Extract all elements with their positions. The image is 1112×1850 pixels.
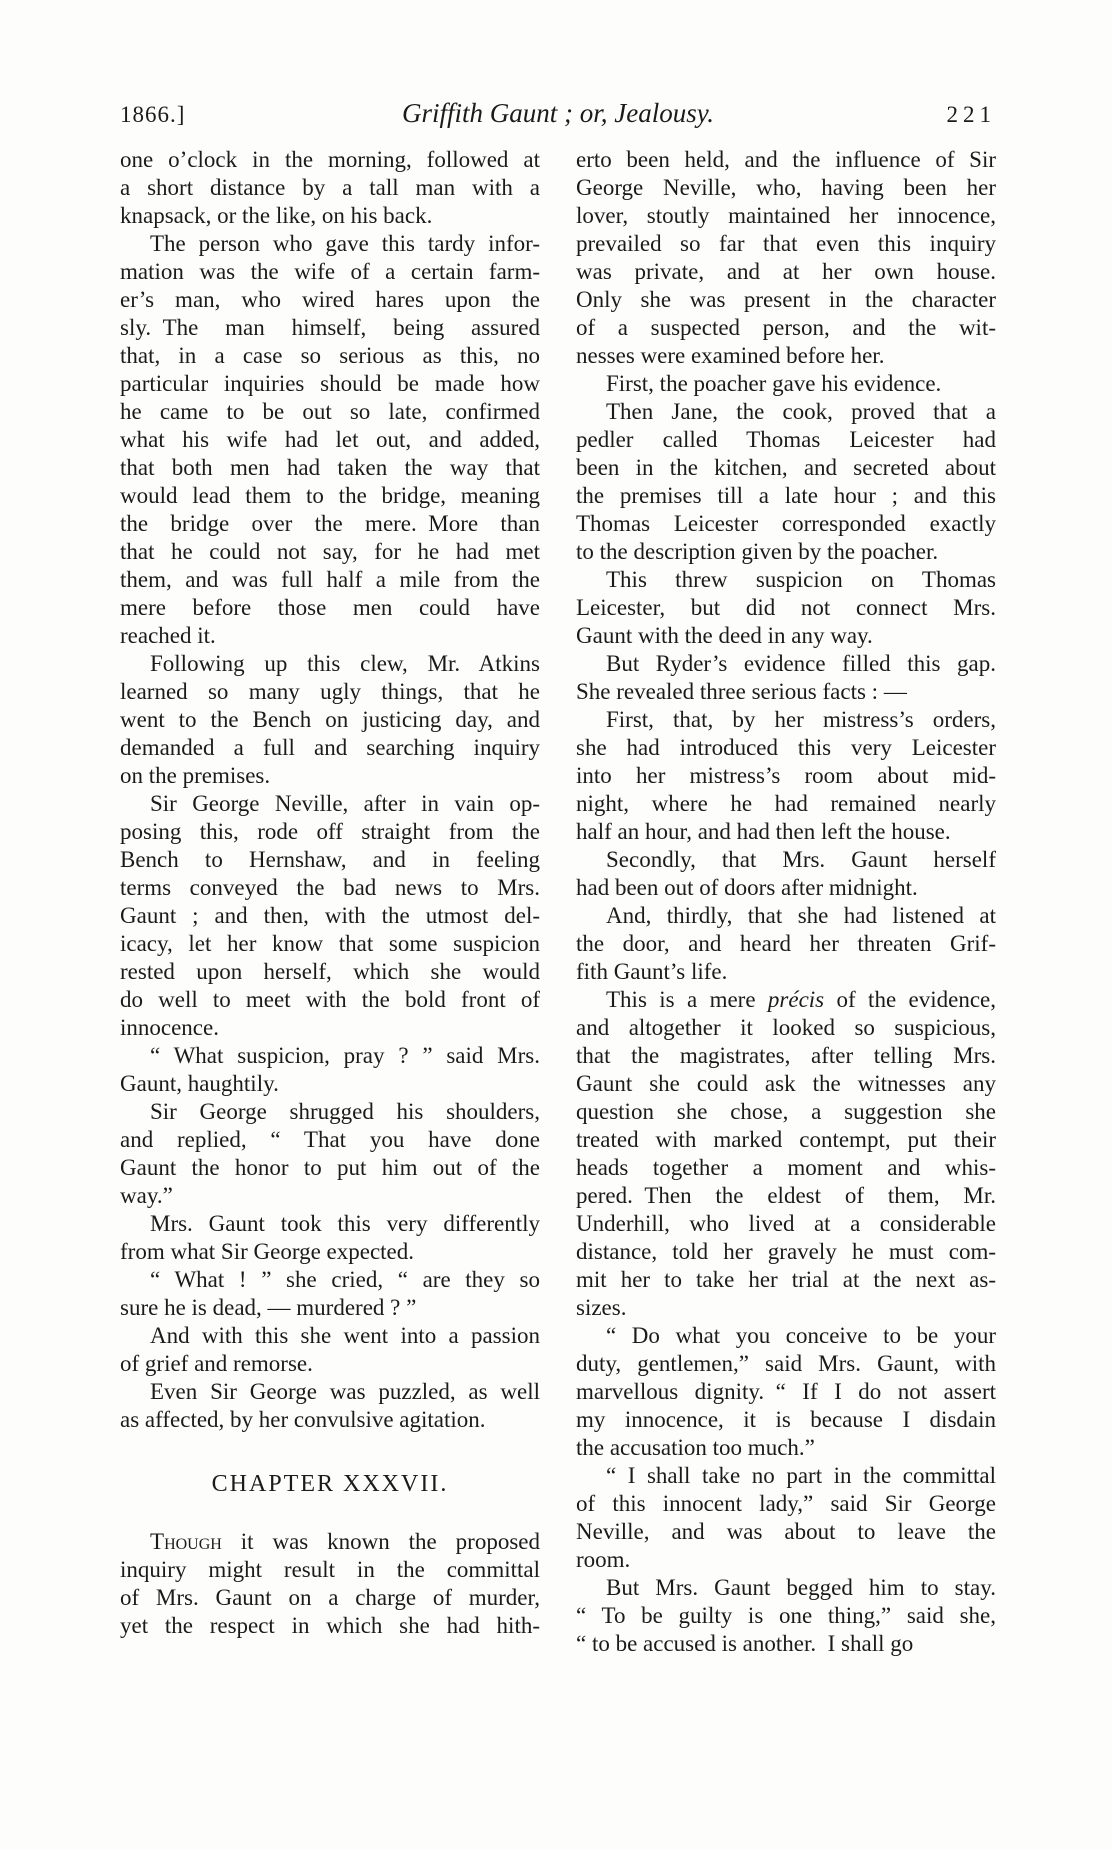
text-line: er’s man, who wired hares upon the	[120, 287, 540, 312]
text-line: Secondly, that Mrs. Gaunt herself	[606, 847, 996, 872]
text-line: sly. The man himself, being assured	[120, 315, 540, 340]
text-line: went to the Bench on justicing day, and	[120, 707, 540, 732]
text-line: “ To be guilty is one thing,” said she,	[576, 1603, 996, 1628]
text-line: And, thirdly, that she had listened at	[606, 903, 996, 928]
text-line: from what Sir George expected.	[120, 1239, 415, 1264]
text-line: been in the kitchen, and secreted about	[576, 455, 996, 480]
text-line: Gaunt the honor to put him out of the	[120, 1155, 540, 1180]
text-line: the door, and heard her threaten Grif-	[576, 931, 996, 956]
text-line: duty, gentlemen,” said Mrs. Gaunt, with	[576, 1351, 996, 1376]
text-line: night, where he had remained nearly	[576, 791, 996, 816]
text-line: half an hour, and had then left the house.	[576, 819, 951, 844]
text-line: would lead them to the bridge, meaning	[120, 483, 540, 508]
text-line: Then Jane, the cook, proved that a	[606, 399, 996, 424]
header-year: 1866.]	[120, 102, 186, 127]
text-line: Underhill, who lived at a considerable	[576, 1211, 996, 1236]
text-line: posing this, rode off straight from the	[120, 819, 540, 844]
text-line: mit her to take her trial at the next as-	[576, 1267, 996, 1292]
text-line: innocence.	[120, 1015, 219, 1040]
text-line: that the magistrates, after telling Mrs.	[576, 1043, 996, 1068]
text-line: icacy, let her know that some suspicion	[120, 931, 540, 956]
text-line: room.	[576, 1547, 631, 1572]
text-line: of Mrs. Gaunt on a charge of murder,	[120, 1585, 540, 1610]
text-line: This threw suspicion on Thomas	[606, 567, 996, 592]
text-line: my innocence, it is because I disdain	[576, 1407, 996, 1432]
text-line: Sir George Neville, after in vain op-	[150, 791, 540, 816]
text-line: Leicester, but did not connect Mrs.	[576, 595, 996, 620]
text-line: “ What suspicion, pray ? ” said Mrs.	[150, 1043, 540, 1068]
text-line: into her mistress’s room about mid-	[576, 763, 996, 788]
text-line: of grief and remorse.	[120, 1351, 313, 1376]
text-line: the accusation too much.”	[576, 1435, 815, 1460]
text-line: Mrs. Gaunt took this very differently	[150, 1211, 540, 1236]
page-header	[120, 98, 996, 130]
text-line: he came to be out so late, confirmed	[120, 399, 540, 424]
text-line: Even Sir George was puzzled, as well	[150, 1379, 540, 1404]
text-line: Bench to Hernshaw, and in feeling	[120, 847, 540, 872]
text-line: on the premises.	[120, 763, 271, 788]
text-line: inquiry might result in the committal	[120, 1557, 540, 1582]
text-line: pered. Then the eldest of them, Mr.	[576, 1183, 996, 1208]
left-column	[120, 146, 540, 1658]
text-line: and altogether it looked so suspicious,	[576, 1015, 996, 1040]
text-line: erto been held, and the influence of Sir	[576, 147, 996, 172]
text-line: George Neville, who, having been her	[576, 175, 996, 200]
text-line: Neville, and was about to leave the	[576, 1519, 996, 1544]
right-column	[576, 146, 996, 1658]
header-running-title: Griffith Gaunt ; or, Jealousy.	[402, 98, 714, 128]
page-content	[120, 98, 996, 1658]
text-line: one o’clock in the morning, followed at	[120, 147, 540, 172]
text-line: of a suspected person, and the wit-	[576, 315, 996, 340]
text-line: Sir George shrugged his shoulders,	[150, 1099, 540, 1124]
text-line: mation was the wife of a certain farm-	[120, 259, 540, 284]
text-line: yet the respect in which she had hith-	[120, 1613, 540, 1638]
text-line: had been out of doors after midnight.	[576, 875, 918, 900]
text-line: pedler called Thomas Leicester had	[576, 427, 996, 452]
text-line: rested upon herself, which she would	[120, 959, 540, 984]
text-line: terms conveyed the bad news to Mrs.	[120, 875, 540, 900]
text-line: knapsack, or the like, on his back.	[120, 203, 433, 228]
text-line: First, the poacher gave his evidence.	[606, 371, 942, 396]
text-line: distance, told her gravely he must com-	[576, 1239, 996, 1264]
text-line: of this innocent lady,” said Sir George	[576, 1491, 996, 1516]
text-line: First, that, by her mistress’s orders,	[606, 707, 996, 732]
text-line: She revealed three serious facts : —	[576, 679, 907, 704]
text-line: Gaunt, haughtily.	[120, 1071, 279, 1096]
text-line: lover, stoutly maintained her innocence,	[576, 203, 996, 228]
text-line: nesses were examined before her.	[576, 343, 885, 368]
text-line: “ Do what you conceive to be your	[606, 1323, 996, 1348]
text-line: way.”	[120, 1183, 173, 1208]
text-line: learned so many ugly things, that he	[120, 679, 540, 704]
page-body	[120, 146, 996, 1658]
text-line: as affected, by her convulsive agitation.	[120, 1407, 486, 1432]
text-line: was private, and at her own house.	[576, 259, 996, 284]
text-line: to the description given by the poacher.	[576, 539, 939, 564]
text-line: Gaunt with the deed in any way.	[576, 623, 873, 648]
text-line: and replied, “ That you have done	[120, 1127, 540, 1152]
text-line: that, in a case so serious as this, no	[120, 343, 540, 368]
text-line: Though it was known the proposed	[150, 1529, 540, 1554]
text-line: question she chose, a suggestion she	[576, 1099, 996, 1124]
text-line: the bridge over the mere. More than	[120, 511, 540, 536]
text-line: them, and was full half a mile from the	[120, 567, 540, 592]
text-line: that he could not say, for he had met	[120, 539, 540, 564]
text-line: marvellous dignity. “ If I do not assert	[576, 1379, 996, 1404]
text-line: Thomas Leicester corresponded exactly	[576, 511, 996, 536]
text-line: “ What ! ” she cried, “ are they so	[150, 1267, 540, 1292]
text-line: sizes.	[576, 1295, 627, 1320]
text-line: This is a mere précis of the evidence,	[606, 987, 996, 1012]
text-line: what his wife had let out, and added,	[120, 427, 540, 452]
text-line: Gaunt she could ask the witnesses any	[576, 1071, 996, 1096]
text-line: the premises till a late hour ; and this	[576, 483, 996, 508]
text-line: do well to meet with the bold front of	[120, 987, 540, 1012]
text-line: Gaunt ; and then, with the utmost del-	[120, 903, 540, 928]
text-line: reached it.	[120, 623, 216, 648]
text-line: “ to be accused is another. I shall go	[576, 1631, 914, 1656]
text-line: And with this she went into a passion	[150, 1323, 540, 1348]
text-line: But Ryder’s evidence filled this gap.	[606, 651, 996, 676]
chapter-heading: CHAPTER XXXVII.	[211, 1471, 449, 1497]
text-line: “ I shall take no part in the committal	[606, 1463, 996, 1488]
header-page-number: 221	[946, 102, 996, 127]
text-line: The person who gave this tardy infor-	[150, 231, 540, 256]
text-line: mere before those men could have	[120, 595, 540, 620]
text-line: Following up this clew, Mr. Atkins	[150, 651, 540, 676]
text-line: sure he is dead, — murdered ? ”	[120, 1295, 417, 1320]
text-line: particular inquiries should be made how	[120, 371, 540, 396]
text-line: But Mrs. Gaunt begged him to stay.	[606, 1575, 996, 1600]
text-line: demanded a full and searching inquiry	[120, 735, 540, 760]
text-line: Only she was present in the character	[576, 287, 996, 312]
text-line: prevailed so far that even this inquiry	[576, 231, 996, 256]
text-line: fith Gaunt’s life.	[576, 959, 728, 984]
text-line: treated with marked contempt, put their	[576, 1127, 996, 1152]
text-line: a short distance by a tall man with a	[120, 175, 540, 200]
text-line: she had introduced this very Leicester	[576, 735, 996, 760]
text-line: heads together a moment and whis-	[576, 1155, 996, 1180]
text-line: that both men had taken the way that	[120, 455, 540, 480]
